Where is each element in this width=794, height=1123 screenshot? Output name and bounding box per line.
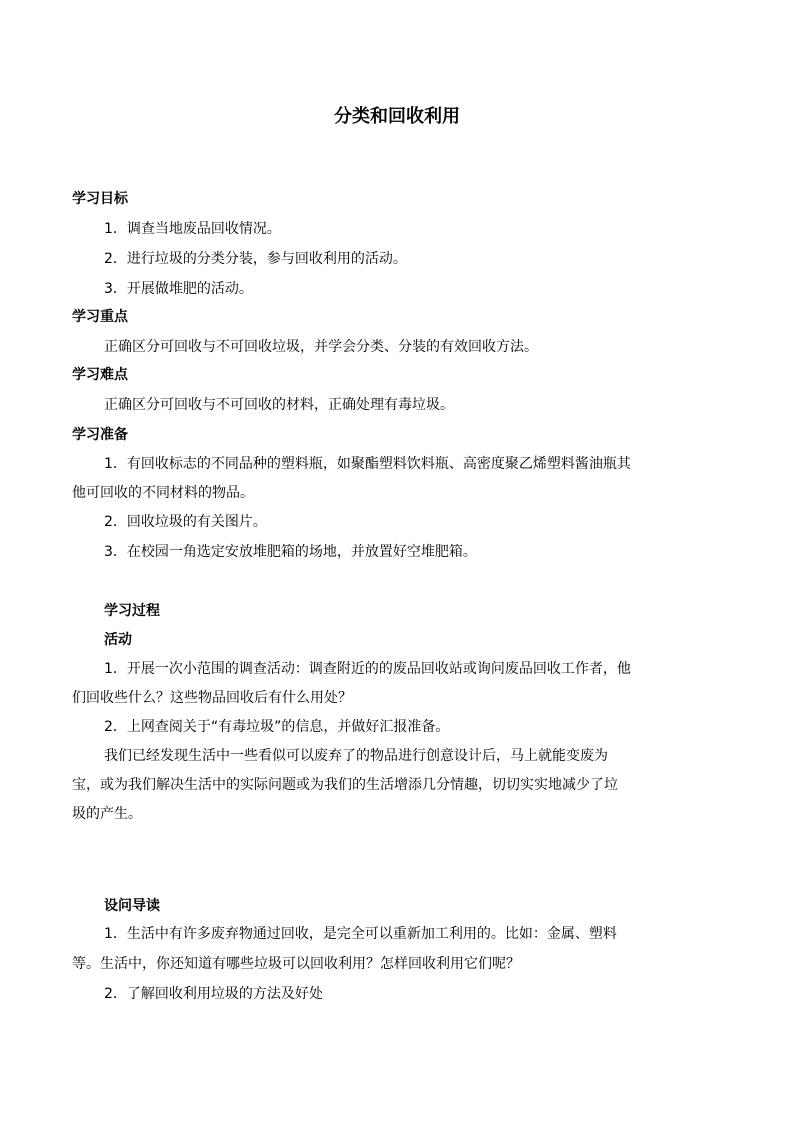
process-item-1-line-2: 们回收些什么？这些物品回收后有什么用处？	[72, 690, 352, 706]
preparation-item-2: 2．回收垃圾的有关图片。	[104, 514, 267, 530]
difficulties-heading: 学习难点	[72, 367, 128, 383]
guided-item-1-line-1: 1．生活中有许多废弃物通过回收，是完全可以重新加工利用的。比如：金属、塑料	[104, 926, 617, 942]
process-heading: 学习过程	[104, 603, 160, 619]
goal-item-1: 1．调查当地废品回收情况。	[104, 221, 281, 237]
preparation-item-1-line-2: 他可回收的不同材料的物品。	[72, 485, 254, 501]
guided-heading: 设问导读	[104, 898, 160, 914]
process-paragraph-line-1: 我们已经发现生活中一些看似可以废弃了的物品进行创意设计后，马上就能变废为	[104, 748, 608, 764]
page-title: 分类和回收利用	[334, 106, 460, 127]
guided-item-1-line-2: 等。生活中，你还知道有哪些垃圾可以回收利用？怎样回收利用它们呢？	[72, 956, 520, 972]
process-item-2: 2．上网查阅关于“有毒垃圾”的信息，并做好汇报准备。	[104, 719, 450, 735]
process-item-1-line-1: 1．开展一次小范围的调查活动：调查附近的的废品回收站或询问废品回收工作者，他	[104, 661, 631, 677]
preparation-item-3: 3．在校园一角选定安放堆肥箱的场地，并放置好空堆肥箱。	[104, 544, 477, 560]
preparation-heading: 学习准备	[72, 427, 128, 443]
process-paragraph-line-2: 宝，或为我们解决生活中的实际问题或为我们的生活增添几分情趣，切切实实地减少了垃	[72, 777, 618, 793]
goals-heading: 学习目标	[72, 191, 128, 207]
key-points-text: 正确区分可回收与不可回收垃圾，并学会分类、分装的有效回收方法。	[104, 339, 538, 355]
process-paragraph-line-3: 圾的产生。	[72, 806, 142, 822]
preparation-item-1-line-1: 1．有回收标志的不同品种的塑料瓶，如聚酯塑料饮料瓶、高密度聚乙烯塑料酱油瓶其	[104, 456, 631, 472]
key-points-heading: 学习重点	[72, 309, 128, 325]
guided-item-2: 2．了解回收利用垃圾的方法及好处	[104, 986, 323, 1002]
activity-heading: 活动	[104, 632, 132, 648]
goal-item-2: 2．进行垃圾的分类分装，参与回收利用的活动。	[104, 251, 407, 267]
goal-item-3: 3．开展做堆肥的活动。	[104, 281, 253, 297]
difficulties-text: 正确区分可回收与不可回收的材料，正确处理有毒垃圾。	[104, 397, 454, 413]
